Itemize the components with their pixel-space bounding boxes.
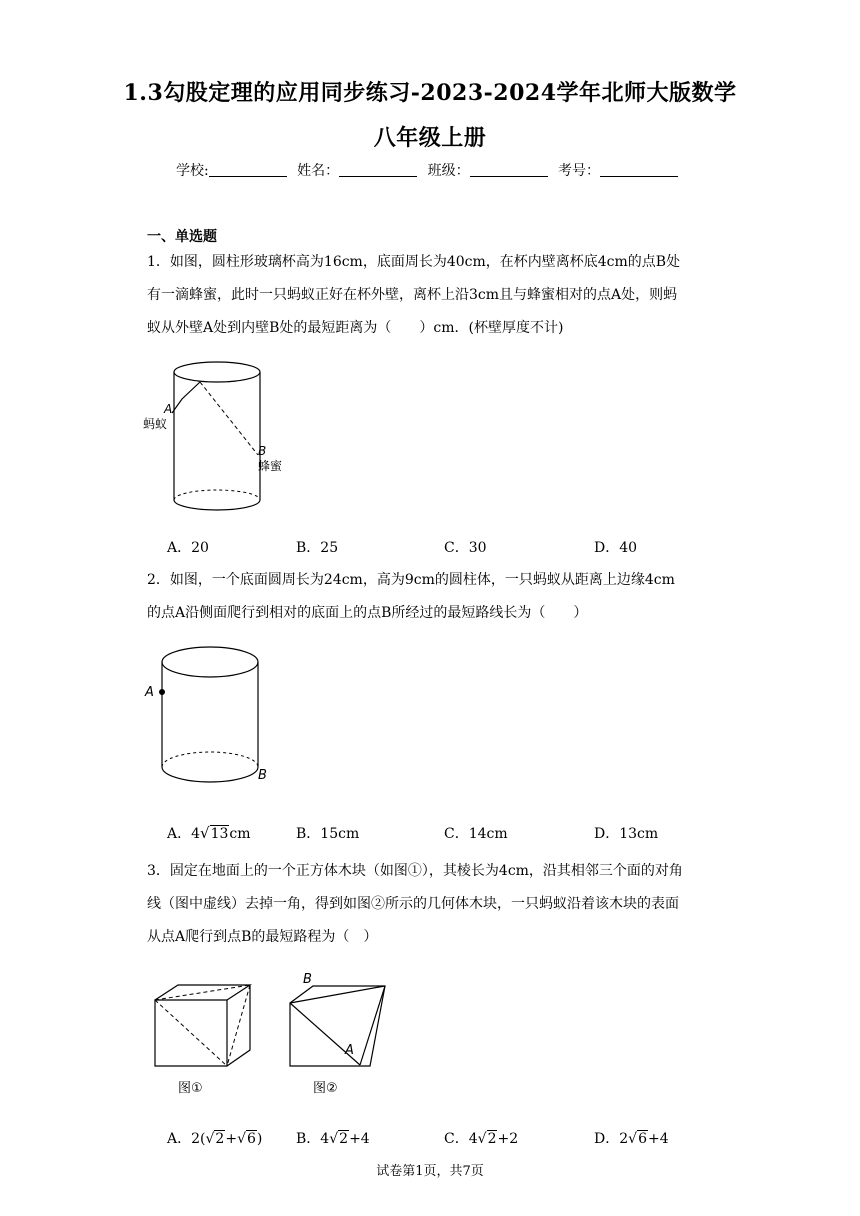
question-2-figure	[140, 640, 280, 790]
fig1-label-a: A	[164, 402, 173, 416]
question-1-figure	[140, 355, 300, 520]
question-3-line: 从点A爬行到点B的最短路程为（ ）	[147, 929, 378, 945]
section-title: 一、单选题	[147, 229, 217, 245]
fig1-label-honey: 蜂蜜	[258, 459, 283, 473]
question-1-text	[147, 246, 717, 345]
question-3-line: 线（图中虚线）去掉一角，得到如图②所示的几何体木块，一只蚂蚁沿着该木块的表面	[147, 896, 679, 912]
q3-option-b[interactable]: B．4√2+4	[296, 1131, 370, 1147]
question-1-line: 蚁从外壁A处到内壁B处的最短距离为（ ）cm．(杯壁厚度不计)	[147, 320, 564, 336]
q1-option-d[interactable]: D．40	[594, 540, 638, 556]
q2-option-c[interactable]: C．14cm	[444, 826, 508, 842]
question-3-text	[147, 855, 717, 954]
q1-option-c[interactable]: C．30	[444, 540, 487, 556]
q1-option-a[interactable]: A．20	[167, 540, 209, 556]
page-title-line2: 八年级上册	[373, 125, 487, 151]
question-3-line: 3．固定在地面上的一个正方体木块（如图①），其棱长为4cm，沿其相邻三个面的对角	[147, 863, 683, 879]
exam-no-label: 考号：	[558, 163, 601, 179]
fig3-label-b: B	[303, 972, 312, 987]
page-title-line1: 1.3勾股定理的应用同步练习-2023-2024学年北师大版数学	[123, 80, 737, 106]
fig-caption-2: 图②	[313, 1081, 338, 1096]
question-1-line: 有一滴蜂蜜，此时一只蚂蚁正好在杯外壁，离杯上沿3cm且与蜂蜜相对的点A处，则蚂	[147, 287, 678, 303]
question-3-figure-2	[285, 968, 395, 1098]
question-2-line: 2．如图，一个底面圆周长为24cm，高为9cm的圆柱体，一只蚂蚁从距离上边缘4cm	[147, 572, 675, 588]
q2-option-a[interactable]: A．4√13cm	[167, 824, 251, 842]
school-label: 学校:	[175, 163, 209, 179]
fig2-label-a: A	[145, 685, 154, 700]
q3-option-a[interactable]: A．2(√2+√6)	[167, 1131, 263, 1147]
class-label: 班级：	[427, 163, 470, 179]
q3-option-c[interactable]: C．4√2+2	[444, 1131, 519, 1147]
q2-option-b[interactable]: B．15cm	[296, 826, 360, 842]
question-2-text	[147, 564, 717, 630]
name-label: 姓名：	[297, 163, 340, 179]
question-2-line: 的点A沿侧面爬行到相对的底面上的点B所经过的最短路线长为（ ）	[147, 605, 588, 621]
name-blank	[339, 162, 417, 177]
question-3-figure-1	[150, 980, 260, 1100]
fig-caption-1: 图①	[178, 1081, 203, 1096]
school-blank	[209, 162, 287, 177]
class-blank	[470, 162, 548, 177]
q3-option-d[interactable]: D．2√6+4	[594, 1131, 669, 1147]
fig1-label-ant: 蚂蚁	[143, 417, 168, 431]
fig1-label-b: B	[258, 444, 267, 458]
student-info-line	[0, 160, 860, 180]
fig2-label-b: B	[258, 768, 267, 783]
question-1-line: 1．如图，圆柱形玻璃杯高为16cm，底面周长为40cm，在杯内壁离杯底4cm的点B处	[147, 254, 681, 270]
q1-option-b[interactable]: B．25	[296, 540, 339, 556]
fig3-label-a: A	[345, 1043, 354, 1058]
q2-option-d[interactable]: D．13cm	[594, 826, 659, 842]
exam-no-blank	[600, 162, 678, 177]
page-footer: 试卷第1页，共7页	[376, 1164, 484, 1179]
